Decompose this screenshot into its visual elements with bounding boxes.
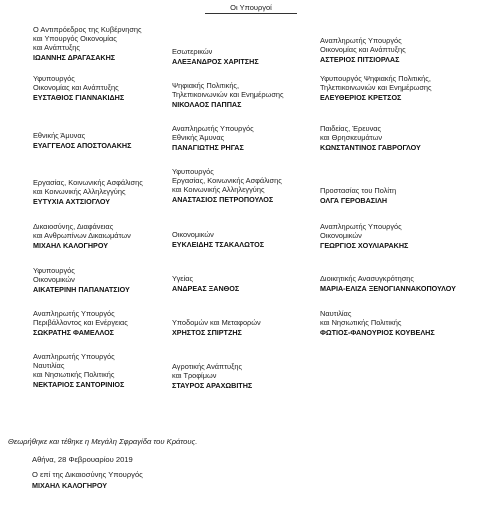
signatory-role: Αγροτικής Ανάπτυξης και Τροφίμων (172, 362, 243, 380)
signatory-block (172, 47, 332, 66)
signatory-role: Προστασίας του Πολίτη (320, 186, 397, 195)
signatory-role: Υφυπουργός Ψηφιακής Πολιτικής, Τηλεπικοινωνιών και Ενημέρωσης (320, 74, 432, 92)
signatory-block (172, 124, 332, 152)
signatory-name: ΧΡΗΣΤΟΣ ΣΠΙΡΤΖΗΣ (172, 328, 242, 337)
signatory-role: Υποδομών και Μεταφορών (172, 318, 261, 327)
signatory-role: Εσωτερικών (172, 47, 213, 56)
signatory-block (320, 222, 490, 250)
signatory-name: ΑΛΕΞΑΝΔΡΟΣ ΧΑΡΙΤΣΗΣ (172, 57, 259, 66)
signatory-block (33, 74, 193, 102)
signatory-role: Υφυπουργός Οικονομίας και Ανάπτυξης (33, 74, 119, 92)
signatory-name: ΕΥΣΤΑΘΙΟΣ ΓΙΑΝΝΑΚΙΔΗΣ (33, 93, 125, 102)
signatory-role: Εθνικής Άμυνας (33, 131, 86, 140)
signatory-name: ΓΕΩΡΓΙΟΣ ΧΟΥΛΙΑΡΑΚΗΣ (320, 241, 409, 250)
signatory-role: Υγείας (172, 274, 194, 283)
signatory-role: Ο Αντιπρόεδρος της Κυβέρνησης και Υπουργός Οικονομίας και Ανάπτυξης (33, 25, 142, 52)
signatory-name: ΜΑΡΙΑ-ΕΛΙΖΑ ΞΕΝΟΓΙΑΝΝΑΚΟΠΟΥΛΟΥ (320, 284, 456, 293)
signatory-name: ΕΛΕΥΘΕΡΙΟΣ ΚΡΕΤΣΟΣ (320, 93, 402, 102)
signatory-role: Υφυπουργός Οικονομικών (33, 266, 75, 284)
place-date: Αθήνα, 28 Φεβρουαρίου 2019 (32, 455, 133, 464)
seal-statement: Θεωρήθηκε και τέθηκε η Μεγάλη Σφραγίδα του Κράτους. (8, 437, 198, 446)
signatory-role: Ναυτιλίας και Νησιωτικής Πολιτικής (320, 309, 402, 327)
signatory-block (33, 309, 193, 337)
document-footer (8, 437, 472, 491)
signatory-block (172, 81, 332, 109)
signatory-name: ΕΥΑΓΓΕΛΟΣ ΑΠΟΣΤΟΛΑΚΗΣ (33, 141, 132, 150)
signatory-block (33, 25, 193, 62)
signatory-name: ΠΑΝΑΓΙΩΤΗΣ ΡΗΓΑΣ (172, 143, 244, 152)
signatory-role: Αναπληρωτής Υπουργός Περιβάλλοντος και Ενέργειας (33, 309, 128, 327)
signatory-role: Δικαιοσύνης, Διαφάνειας και Ανθρωπίνων Δικαιωμάτων (33, 222, 131, 240)
signatory-role: Εργασίας, Κοινωνικής Ασφάλισης και Κοινωνικής Αλληλεγγύης (33, 178, 143, 196)
signatory-name: ΑΝΑΣΤΑΣΙΟΣ ΠΕΤΡΟΠΟΥΛΟΣ (172, 195, 274, 204)
signatory-name: ΑΣΤΕΡΙΟΣ ΠΙΤΣΙΟΡΛΑΣ (320, 55, 400, 64)
signatory-name: ΝΙΚΟΛΑΟΣ ΠΑΠΠΑΣ (172, 100, 242, 109)
signatory-role: Αναπληρωτής Υπουργός Εθνικής Άμυνας (172, 124, 254, 142)
signatory-name: ΜΙΧΑΗΛ ΚΑΛΟΓΗΡΟΥ (33, 241, 109, 250)
signatory-name: ΝΕΚΤΑΡΙΟΣ ΣΑΝΤΟΡΙΝΙΟΣ (33, 380, 125, 389)
signatory-role: Ψηφιακής Πολιτικής, Τηλεπικοινωνιών και Ενημέρωσης (172, 81, 284, 99)
minister-name: ΜΙΧΑΗΛ ΚΑΛΟΓΗΡΟΥ (32, 481, 108, 490)
signatory-name: ΕΥΤΥΧΙΑ ΑΧΤΣΙΟΓΛΟΥ (33, 197, 111, 206)
signatory-name: ΣΩΚΡΑΤΗΣ ΦΑΜΕΛΛΟΣ (33, 328, 114, 337)
signatory-block (320, 186, 490, 205)
signatory-role: Παιδείας, Έρευνας και Θρησκευμάτων (320, 124, 383, 142)
signatory-block (33, 352, 193, 389)
signatory-block (172, 167, 332, 204)
ministers-header: Οι Υπουργοί (205, 3, 297, 14)
signatory-block (320, 274, 495, 293)
signatory-block (172, 230, 332, 249)
signatory-block (320, 124, 490, 152)
signatory-role: Οικονομικών (172, 230, 214, 239)
signatory-block (172, 362, 332, 390)
signatory-block (33, 222, 193, 250)
signatory-name: ΑΙΚΑΤΕΡΙΝΗ ΠΑΠΑΝΑΤΣΙΟΥ (33, 285, 130, 294)
signatory-name: ΑΝΔΡΕΑΣ ΞΑΝΘΟΣ (172, 284, 240, 293)
signatory-role: Αναπληρωτής Υπουργός Οικονομικών (320, 222, 402, 240)
signatory-block (320, 74, 490, 102)
minister-title: Ο επί της Δικαιοσύνης Υπουργός (32, 470, 143, 479)
signatory-block (320, 309, 490, 337)
signatory-name: ΙΩΑΝΝΗΣ ΔΡΑΓΑΣΑΚΗΣ (33, 53, 116, 62)
signatory-name: ΚΩΝΣΤΑΝΤΙΝΟΣ ΓΑΒΡΟΓΛΟΥ (320, 143, 421, 152)
signatory-block (172, 274, 332, 293)
signatory-block (172, 318, 332, 337)
signatory-role: Υφυπουργός Εργασίας, Κοινωνικής Ασφάλισης και Κοινωνικής Αλληλεγγύης (172, 167, 282, 194)
signatory-name: ΦΩΤΙΟΣ-ΦΑΝΟΥΡΙΟΣ ΚΟΥΒΕΛΗΣ (320, 328, 435, 337)
signatory-name: ΟΛΓΑ ΓΕΡΟΒΑΣΙΛΗ (320, 196, 388, 205)
signatory-block (33, 131, 193, 150)
signatory-role: Αναπληρωτής Υπουργός Ναυτιλίας και Νησιωτικής Πολιτικής (33, 352, 115, 379)
signatory-name: ΕΥΚΛΕΙΔΗΣ ΤΣΑΚΑΛΩΤΟΣ (172, 240, 265, 249)
signatory-block (33, 178, 193, 206)
signatory-name: ΣΤΑΥΡΟΣ ΑΡΑΧΩΒΙΤΗΣ (172, 381, 253, 390)
signatory-block (33, 266, 193, 294)
signatory-role: Αναπληρωτής Υπουργός Οικονομίας και Ανάπτυξης (320, 36, 406, 54)
signatory-block (320, 36, 490, 64)
signatory-role: Διοικητικής Ανασυγκρότησης (320, 274, 414, 283)
